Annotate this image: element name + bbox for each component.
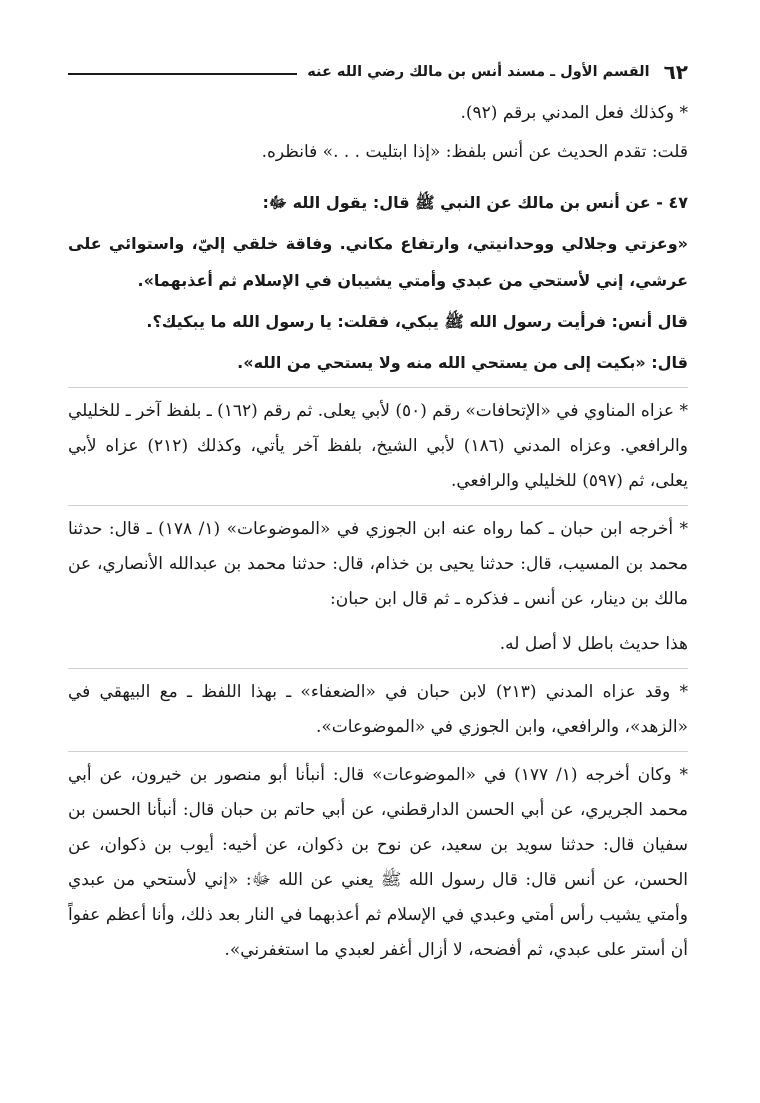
commentary-paragraph: * عزاه المناوي في «الإتحافات» رقم (٥٠) لأبي يعلى. ثم رقم (١٦٢) ـ بلفظ آخر ـ للخليلي والرافعي. وعزاه المدني (١٨٦) لأبي الشيخ، بلفظ آخر يأتي، وكذلك (٢١٢) عزاه لأبي يعلى، ثم (٥٩٧) للخليلي والرافعي. (68, 401, 688, 491)
commentary-paragraph: * أخرجه ابن حبان ـ كما رواه عنه ابن الجوزي في «الموضوعات» (١/ ١٧٨) ـ قال: حدثنا محمد بن المسيب، قال: حدثنا يحيى بن خذام، قال: حدثنا محمد بن عبدالله الأنصاري، عن مالك بن دينار، عن أنس ـ فذكره ـ ثم قال ابن حبان: (68, 519, 689, 609)
header-rule (68, 73, 297, 75)
commentary-paragraph: * وقد عزاه المدني (٢١٣) لابن حبان في «الضعفاء» ـ بهذا اللفظ ـ مع البيهقي في «الزهد»، والرافعي، وابن الجوزي في «الموضوعات». (68, 682, 689, 737)
hadith-heading: ٤٧ - عن أنس بن مالك عن النبي ﷺ قال: يقول الله ﷻ: (262, 193, 688, 212)
section-divider (68, 505, 688, 506)
note-paragraph: * وكذلك فعل المدني برقم (٩٢). (460, 103, 688, 123)
hadith-text: «وعزتي وجلالي ووحدانيتي، وارتفاع مكاني. وفاقة خلقي إليّ، واستوائي على عرشي، إني لأستحي من عبدي وأمتي يشيبان في الإسلام ثم أعذبهما». (68, 234, 688, 290)
note-paragraph: قلت: تقدم الحديث عن أنس بلفظ: «إذا ابتليت . . .» فانظره. (261, 142, 688, 162)
hadith-text: قال: «بكيت إلى من يستحي الله منه ولا يستحي من الله». (237, 353, 688, 372)
section-divider (68, 387, 688, 388)
running-title: القسم الأول ـ مسند أنس بن مالك رضي الله عنه (307, 64, 650, 80)
commentary-paragraph: هذا حديث باطل لا أصل له. (499, 634, 688, 654)
document-page (68, 52, 688, 968)
hadith-text: قال أنس: فرأيت رسول الله ﷺ يبكي، فقلت: يا رسول الله ما يبكيك؟. (146, 312, 688, 331)
commentary-paragraph: * وكان أخرجه (١/ ١٧٧) في «الموضوعات» قال: أنبأنا أبو منصور بن خيرون، عن أبي محمد الجريري، عن أبي الحسن الدارقطني، عن أبي حاتم بن حبان قال: أنبأنا الحسن بن سفيان قال: حدثنا سويد بن سعيد، عن نوح بن ذكوان، عن أخيه: أيوب بن ذكوان، عن الحسن، عن أنس قال: قال رسول الله ﷺ يعني عن الله ﷻ: «إني لأستحي من عبدي وأمتي يشيب رأس أمتي وعبدي في الإسلام ثم أعذبهما في النار بعد ذلك، وأنا أعظم عفواً أن أستر على عبدي، ثم أفضحه، لا أزال أغفر لعبدي ما استغفرني». (68, 765, 688, 960)
section-divider (68, 751, 688, 752)
page-header (68, 52, 688, 92)
section-divider (68, 668, 688, 669)
page-number: ٦٢ (663, 60, 688, 84)
